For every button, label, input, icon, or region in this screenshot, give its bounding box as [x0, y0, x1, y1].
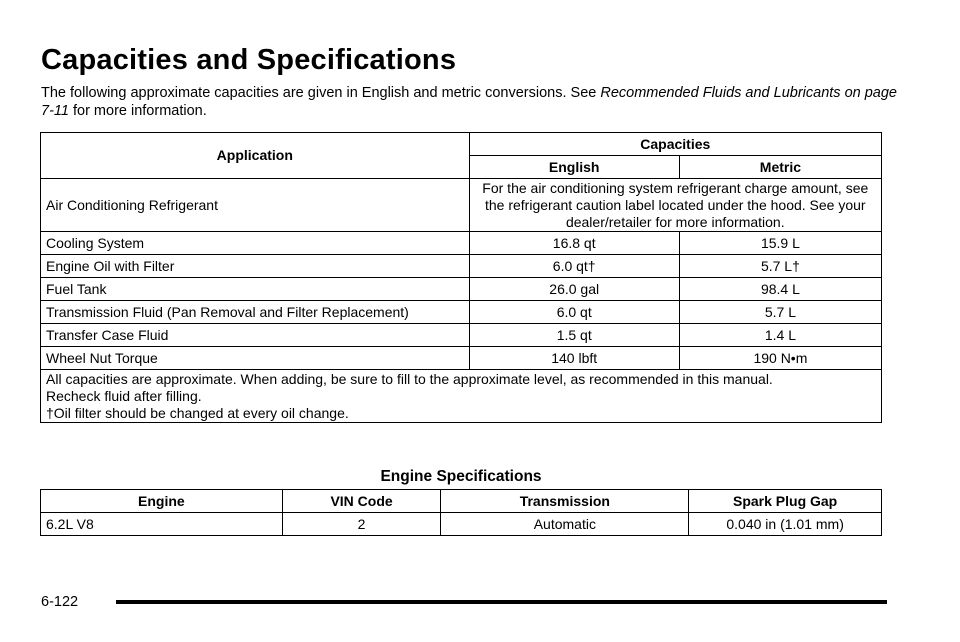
header-transmission: Transmission	[441, 490, 689, 513]
table-row	[41, 324, 882, 347]
english-cell: 140 lbft	[469, 347, 679, 370]
metric-cell: 5.7 L	[679, 301, 881, 324]
engine-specs-title: Engine Specifications	[380, 468, 542, 485]
vin-code-cell: 2	[282, 513, 441, 536]
table-row	[41, 347, 882, 370]
metric-cell: 98.4 L	[679, 278, 881, 301]
engine-cell: 6.2L V8	[41, 513, 283, 536]
header-capacities: Capacities	[469, 133, 881, 156]
application-cell: Transmission Fluid (Pan Removal and Filter Replacement)	[41, 301, 470, 324]
table-row	[41, 232, 882, 255]
application-cell: Fuel Tank	[41, 278, 470, 301]
metric-cell: 190 N•m	[679, 347, 881, 370]
intro-text-end: for more information.	[68, 103, 207, 119]
table-row	[41, 255, 882, 278]
english-cell: 6.0 qt†	[469, 255, 679, 278]
application-cell: Engine Oil with Filter	[41, 255, 470, 278]
application-cell: Wheel Nut Torque	[41, 347, 470, 370]
intro-text: The following approximate capacities are given in English and metric conversions. See	[41, 85, 601, 101]
table-row	[41, 513, 882, 536]
header-english: English	[469, 156, 679, 179]
spark-plug-gap-cell: 0.040 in (1.01 mm)	[689, 513, 882, 536]
note-line: All capacities are approximate. When adding, be sure to fill to the approximate level, as recommended in this manual.	[46, 370, 773, 387]
capacities-table	[40, 132, 882, 423]
metric-cell: 5.7 L†	[679, 255, 881, 278]
application-cell: Air Conditioning Refrigerant	[41, 179, 470, 232]
english-cell: 1.5 qt	[469, 324, 679, 347]
intro-paragraph	[41, 84, 901, 120]
header-engine: Engine	[41, 490, 283, 513]
header-metric: Metric	[679, 156, 881, 179]
note-line: Recheck fluid after filling.	[46, 387, 202, 404]
note-line: †Oil filter should be changed at every oil change.	[46, 404, 349, 421]
metric-cell: 15.9 L	[679, 232, 881, 255]
english-cell: 16.8 qt	[469, 232, 679, 255]
metric-cell: 1.4 L	[679, 324, 881, 347]
table-row	[41, 301, 882, 324]
engine-specs-table	[40, 489, 882, 536]
application-cell: Cooling System	[41, 232, 470, 255]
table-row	[41, 278, 882, 301]
cross-reference-link[interactable]: Recommended Fluids and Lubricants on page 7-11	[41, 85, 897, 119]
table-row	[41, 179, 882, 232]
refrigerant-note-cell: For the air conditioning system refrigerant charge amount, see the refrigerant caution label located under the hood. See your dealer/retailer for more information.	[469, 179, 881, 232]
capacities-note	[41, 370, 882, 423]
english-cell: 26.0 gal	[469, 278, 679, 301]
application-cell: Transfer Case Fluid	[41, 324, 470, 347]
english-cell: 6.0 qt	[469, 301, 679, 324]
header-vin-code: VIN Code	[282, 490, 441, 513]
page-number: 6-122	[41, 594, 79, 610]
table-note-row	[41, 370, 882, 423]
header-application: Application	[41, 133, 470, 179]
footer-rule	[116, 600, 887, 604]
page-title: Capacities and Specifications	[41, 44, 457, 76]
header-spark-plug-gap: Spark Plug Gap	[689, 490, 882, 513]
transmission-cell: Automatic	[441, 513, 689, 536]
